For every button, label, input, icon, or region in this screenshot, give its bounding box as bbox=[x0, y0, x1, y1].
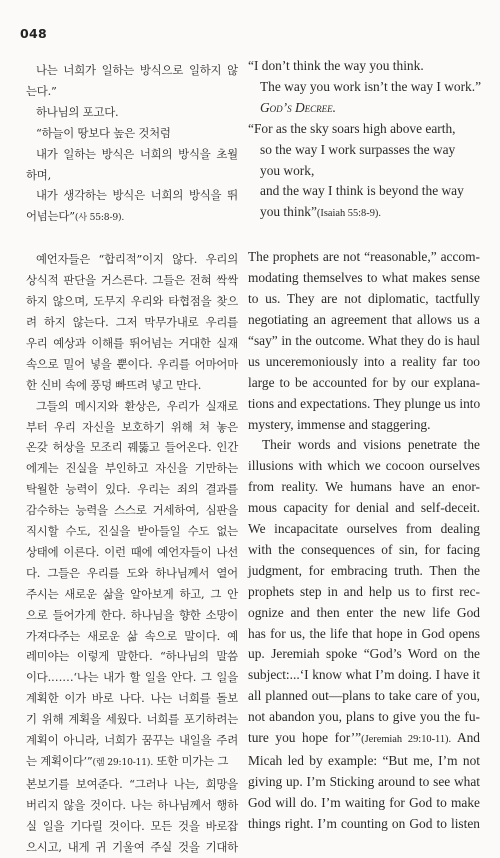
body-line: 으로 들어가게 한다. 하나님을 향한 소망이 bbox=[26, 607, 238, 622]
scripture-reference: (Jeremiah 29:10-11). bbox=[361, 734, 452, 746]
body-line: 계획이 아니라, 너희가 꿈꾸는 내일을 주려 bbox=[26, 733, 238, 748]
body-line: prophets step in and help us to first rec- bbox=[248, 583, 480, 599]
quote-line: so the way I work surpasses the way bbox=[260, 141, 456, 157]
body-line: 부터 우리 자신을 보호하기 위해 쳐 놓은 bbox=[26, 419, 238, 434]
body-line: 으시고, 내게 귀 기울여 주실 것을 기대하 bbox=[26, 839, 238, 854]
english-scripture-quote bbox=[248, 56, 480, 225]
body-line: ture you hope for’”(Jeremiah 29:10-11). And bbox=[248, 730, 480, 746]
quote-line: God’s Decree. bbox=[260, 99, 336, 115]
quote-line: The way you work isn’t the way I work.” bbox=[260, 78, 482, 94]
body-line: mystery, immense and staggering. bbox=[248, 416, 431, 432]
body-line: has for us, the life that hope in God opens bbox=[248, 625, 480, 641]
english-paragraph bbox=[248, 435, 480, 834]
quote-line: you work, bbox=[260, 162, 315, 178]
body-line: 다. 그들은 우리를 도와 하나님께서 열어 bbox=[26, 565, 238, 580]
body-line: 에게는 진실을 부인하고 자신을 기만하는 bbox=[26, 461, 238, 476]
body-line: tions and expectations. They plunge us into bbox=[248, 395, 481, 411]
body-line: from reality. We humans have an enor- bbox=[248, 479, 480, 495]
body-line: 버리지 않을 것이다. 나는 하나님께서 행하 bbox=[26, 797, 238, 812]
body-line: giving up. I’m Sticking around to see what bbox=[248, 773, 480, 789]
body-line: us unceremoniously into a reality far too bbox=[248, 353, 480, 369]
body-line: 레미야는 이렇게 말한다. “하나님의 말씀 bbox=[26, 649, 238, 664]
quote-line: 내가 생각하는 방식은 너희의 방식을 뛰 bbox=[36, 188, 238, 203]
body-line: subject:...‘I know what I’m doing. I have it bbox=[248, 667, 480, 683]
quote-line: 는다.” bbox=[26, 83, 57, 98]
quote-line: “For as the sky soars high above earth, bbox=[248, 120, 456, 136]
scripture-reference: (사 55:8-9). bbox=[74, 212, 125, 224]
body-line: not abandon you, plans to give you the fu- bbox=[248, 709, 480, 725]
body-line: 직시할 수도, 진실을 받아들일 수도 없는 bbox=[26, 524, 238, 539]
body-line: 는 계획이다’”(렘 29:10-11). 또한 미가는 그 bbox=[26, 754, 229, 768]
body-line: The prophets are not “reasonable,” accom- bbox=[248, 249, 480, 265]
body-line: 상태에 이른다. 이런 때에 예언자들이 나선 bbox=[26, 544, 238, 559]
body-line: to us. They are not diplomatic, tactfully bbox=[248, 291, 480, 307]
body-line: 한 신비 속에 풍덩 빠뜨려 넣고 만다. bbox=[26, 377, 202, 392]
body-line: 우리 예상과 이해를 뛰어넘는 거대한 실재 bbox=[26, 335, 238, 350]
body-line: 가져다주는 새로운 삶 속으로 말이다. 예 bbox=[26, 628, 238, 643]
body-line: 그들의 메시지와 환상은, 우리가 실재로 bbox=[36, 398, 238, 413]
korean-body bbox=[26, 249, 238, 857]
body-line: 실 일을 기다릴 것이다. 모든 것을 바로잡 bbox=[26, 818, 238, 833]
quote-line: and the way I think is beyond the way bbox=[260, 183, 464, 199]
body-line: We incapacitate ourselves from dealing bbox=[248, 521, 480, 537]
body-line: Their words and visions penetrate the bbox=[262, 437, 480, 453]
page-number: 048 bbox=[20, 26, 47, 41]
quote-line: 하나님의 포고다. bbox=[36, 104, 119, 119]
scripture-reference: (렘 29:10-11). bbox=[92, 757, 154, 768]
body-line: ognize and then enter the new life God bbox=[248, 604, 480, 620]
body-line: 속으로 밀어 넣을 뿐이다. 우리를 어마어마 bbox=[26, 356, 238, 371]
body-line: illusions with which we cocoon ourselves bbox=[248, 458, 480, 474]
body-line: 계획한 이가 바로 나다. 나는 너희를 돌보 bbox=[26, 691, 238, 706]
body-line: with the consequences of sin, for facing bbox=[248, 541, 480, 557]
body-line: 탁월한 능력이 있다. 우리는 죄의 결과를 bbox=[26, 482, 238, 497]
body-line: 본보기를 보여준다. “그러나 나는, 희망을 bbox=[26, 776, 238, 791]
quote-line: 나는 너희가 일하는 방식으로 일하지 않 bbox=[36, 63, 238, 77]
body-line: large to be accounted for by our explana- bbox=[248, 374, 480, 390]
scripture-reference: (Isaiah 55:8-9). bbox=[316, 208, 381, 220]
body-line: judgment, for embracing truth. Then the bbox=[248, 562, 480, 578]
quote-line: you think”(Isaiah 55:8-9). bbox=[260, 204, 381, 220]
body-line: 이다.……‘나는 내가 할 일을 안다. 그 일을 bbox=[26, 670, 238, 685]
body-line: modating themselves to what makes sense bbox=[248, 270, 480, 286]
korean-column bbox=[26, 60, 238, 858]
body-line: negotiating an agreement that allows us a bbox=[248, 311, 480, 327]
korean-scripture-quote bbox=[26, 60, 238, 229]
quote-line: “I don’t think the way you think. bbox=[248, 58, 424, 73]
body-line: 기 위해 계획을 세웠다. 너희를 포기하려는 bbox=[26, 712, 238, 727]
body-line: mous capacity for denial and self-deceit. bbox=[248, 500, 480, 516]
english-column bbox=[248, 56, 480, 835]
body-line: 온갖 허상을 모조리 꿰뚫고 들어온다. 인간 bbox=[26, 440, 238, 455]
body-line: 하지 않으며, 도무지 우리와 타협점을 찾으 bbox=[26, 294, 238, 309]
body-line: Micah led by example: “But me, I’m not bbox=[248, 753, 480, 768]
body-line: things right. I’m counting on God to listen bbox=[248, 815, 480, 831]
body-line: 주시는 새로운 삶을 알아보게 하고, 그 안 bbox=[26, 586, 238, 601]
quote-line: 하며, bbox=[26, 167, 52, 182]
body-line: 감수하는 능력을 스스로 거세하여, 심판을 bbox=[26, 503, 238, 518]
quote-line: “하늘이 땅보다 높은 것처럼 bbox=[36, 125, 171, 140]
body-line: up. Jeremiah spoke “God’s Word on the bbox=[248, 646, 480, 662]
body-line: 예언자들은 “합리적”이지 않다. 우리의 bbox=[36, 252, 238, 267]
body-line: God will do. I’m waiting for God to make bbox=[248, 794, 480, 810]
body-line: 려 하지 않는다. 그저 막무가내로 우리를 bbox=[26, 314, 238, 329]
body-line: all planned out—plans to take care of you, bbox=[248, 688, 480, 704]
english-paragraph bbox=[248, 247, 480, 435]
body-line: “say” in the outcome. What they do is haul bbox=[248, 332, 480, 348]
quote-line: 내가 일하는 방식은 너희의 방식을 초월 bbox=[36, 146, 238, 161]
quote-line: 어넘는다”(사 55:8-9). bbox=[26, 209, 125, 224]
body-line: 상식적 판단을 거스른다. 그들은 전혀 싹싹 bbox=[26, 273, 238, 288]
